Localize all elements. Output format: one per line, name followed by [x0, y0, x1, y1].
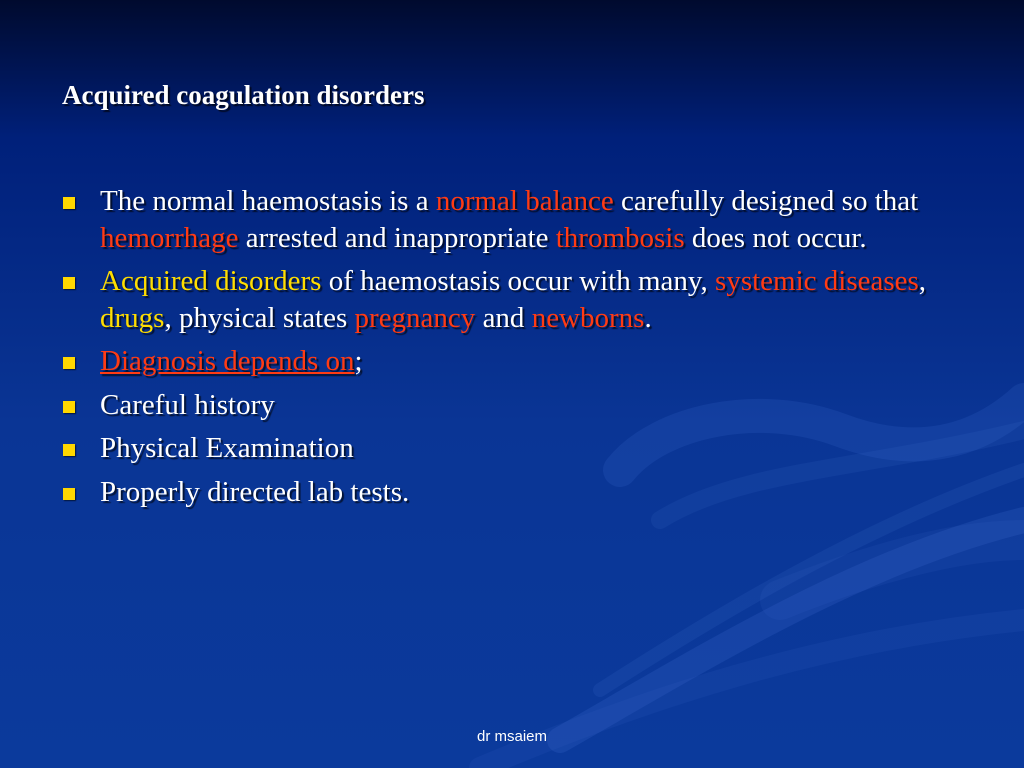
bullet-text: Physical Examination [100, 432, 354, 464]
bullet-text: Properly directed lab tests. [100, 475, 410, 508]
bullet-text: Careful history [100, 388, 275, 421]
bullet-text: of haemostasis occur with many, [321, 265, 716, 297]
highlight-acquired-disorders: Acquired disorders [100, 265, 322, 297]
bullet-text: and [475, 301, 532, 334]
bullet-normal-haemostasis [62, 183, 962, 256]
highlight-drugs: drugs [100, 301, 165, 334]
square-bullet-icon [63, 488, 75, 500]
bullet-diagnosis [62, 343, 962, 380]
bullet-list [62, 183, 962, 517]
bullet-lab-tests [62, 474, 962, 511]
bullet-text: . [644, 301, 652, 334]
bullet-text: does not occur. [684, 221, 867, 254]
square-bullet-icon [63, 357, 75, 369]
highlight-newborns: newborns [531, 301, 645, 334]
bullet-text: arrested and inappropriate [238, 221, 556, 254]
highlight-thrombosis: thrombosis [555, 221, 685, 254]
highlight-systemic-diseases: systemic diseases [715, 265, 919, 297]
square-bullet-icon [63, 197, 75, 209]
bullet-text: , physical states [164, 301, 355, 334]
diagnosis-link[interactable]: Diagnosis depends on [100, 345, 355, 377]
bullet-careful-history [62, 387, 962, 424]
slide-footer: dr msaiem [476, 728, 547, 745]
slide-title: Acquired coagulation disorders [62, 80, 425, 110]
bullet-text: , [918, 265, 927, 297]
bullet-text: The normal haemostasis is a [100, 185, 436, 217]
bullet-physical-examination [62, 430, 962, 467]
highlight-hemorrhage: hemorrhage [100, 221, 239, 254]
highlight-normal-balance: normal balance [435, 185, 614, 217]
highlight-pregnancy: pregnancy [354, 301, 476, 334]
square-bullet-icon [63, 444, 75, 456]
bullet-text: carefully designed so that [613, 185, 919, 217]
square-bullet-icon [63, 401, 75, 413]
square-bullet-icon [63, 277, 75, 289]
bullet-text: ; [354, 345, 363, 377]
bullet-acquired-disorders [62, 263, 962, 336]
